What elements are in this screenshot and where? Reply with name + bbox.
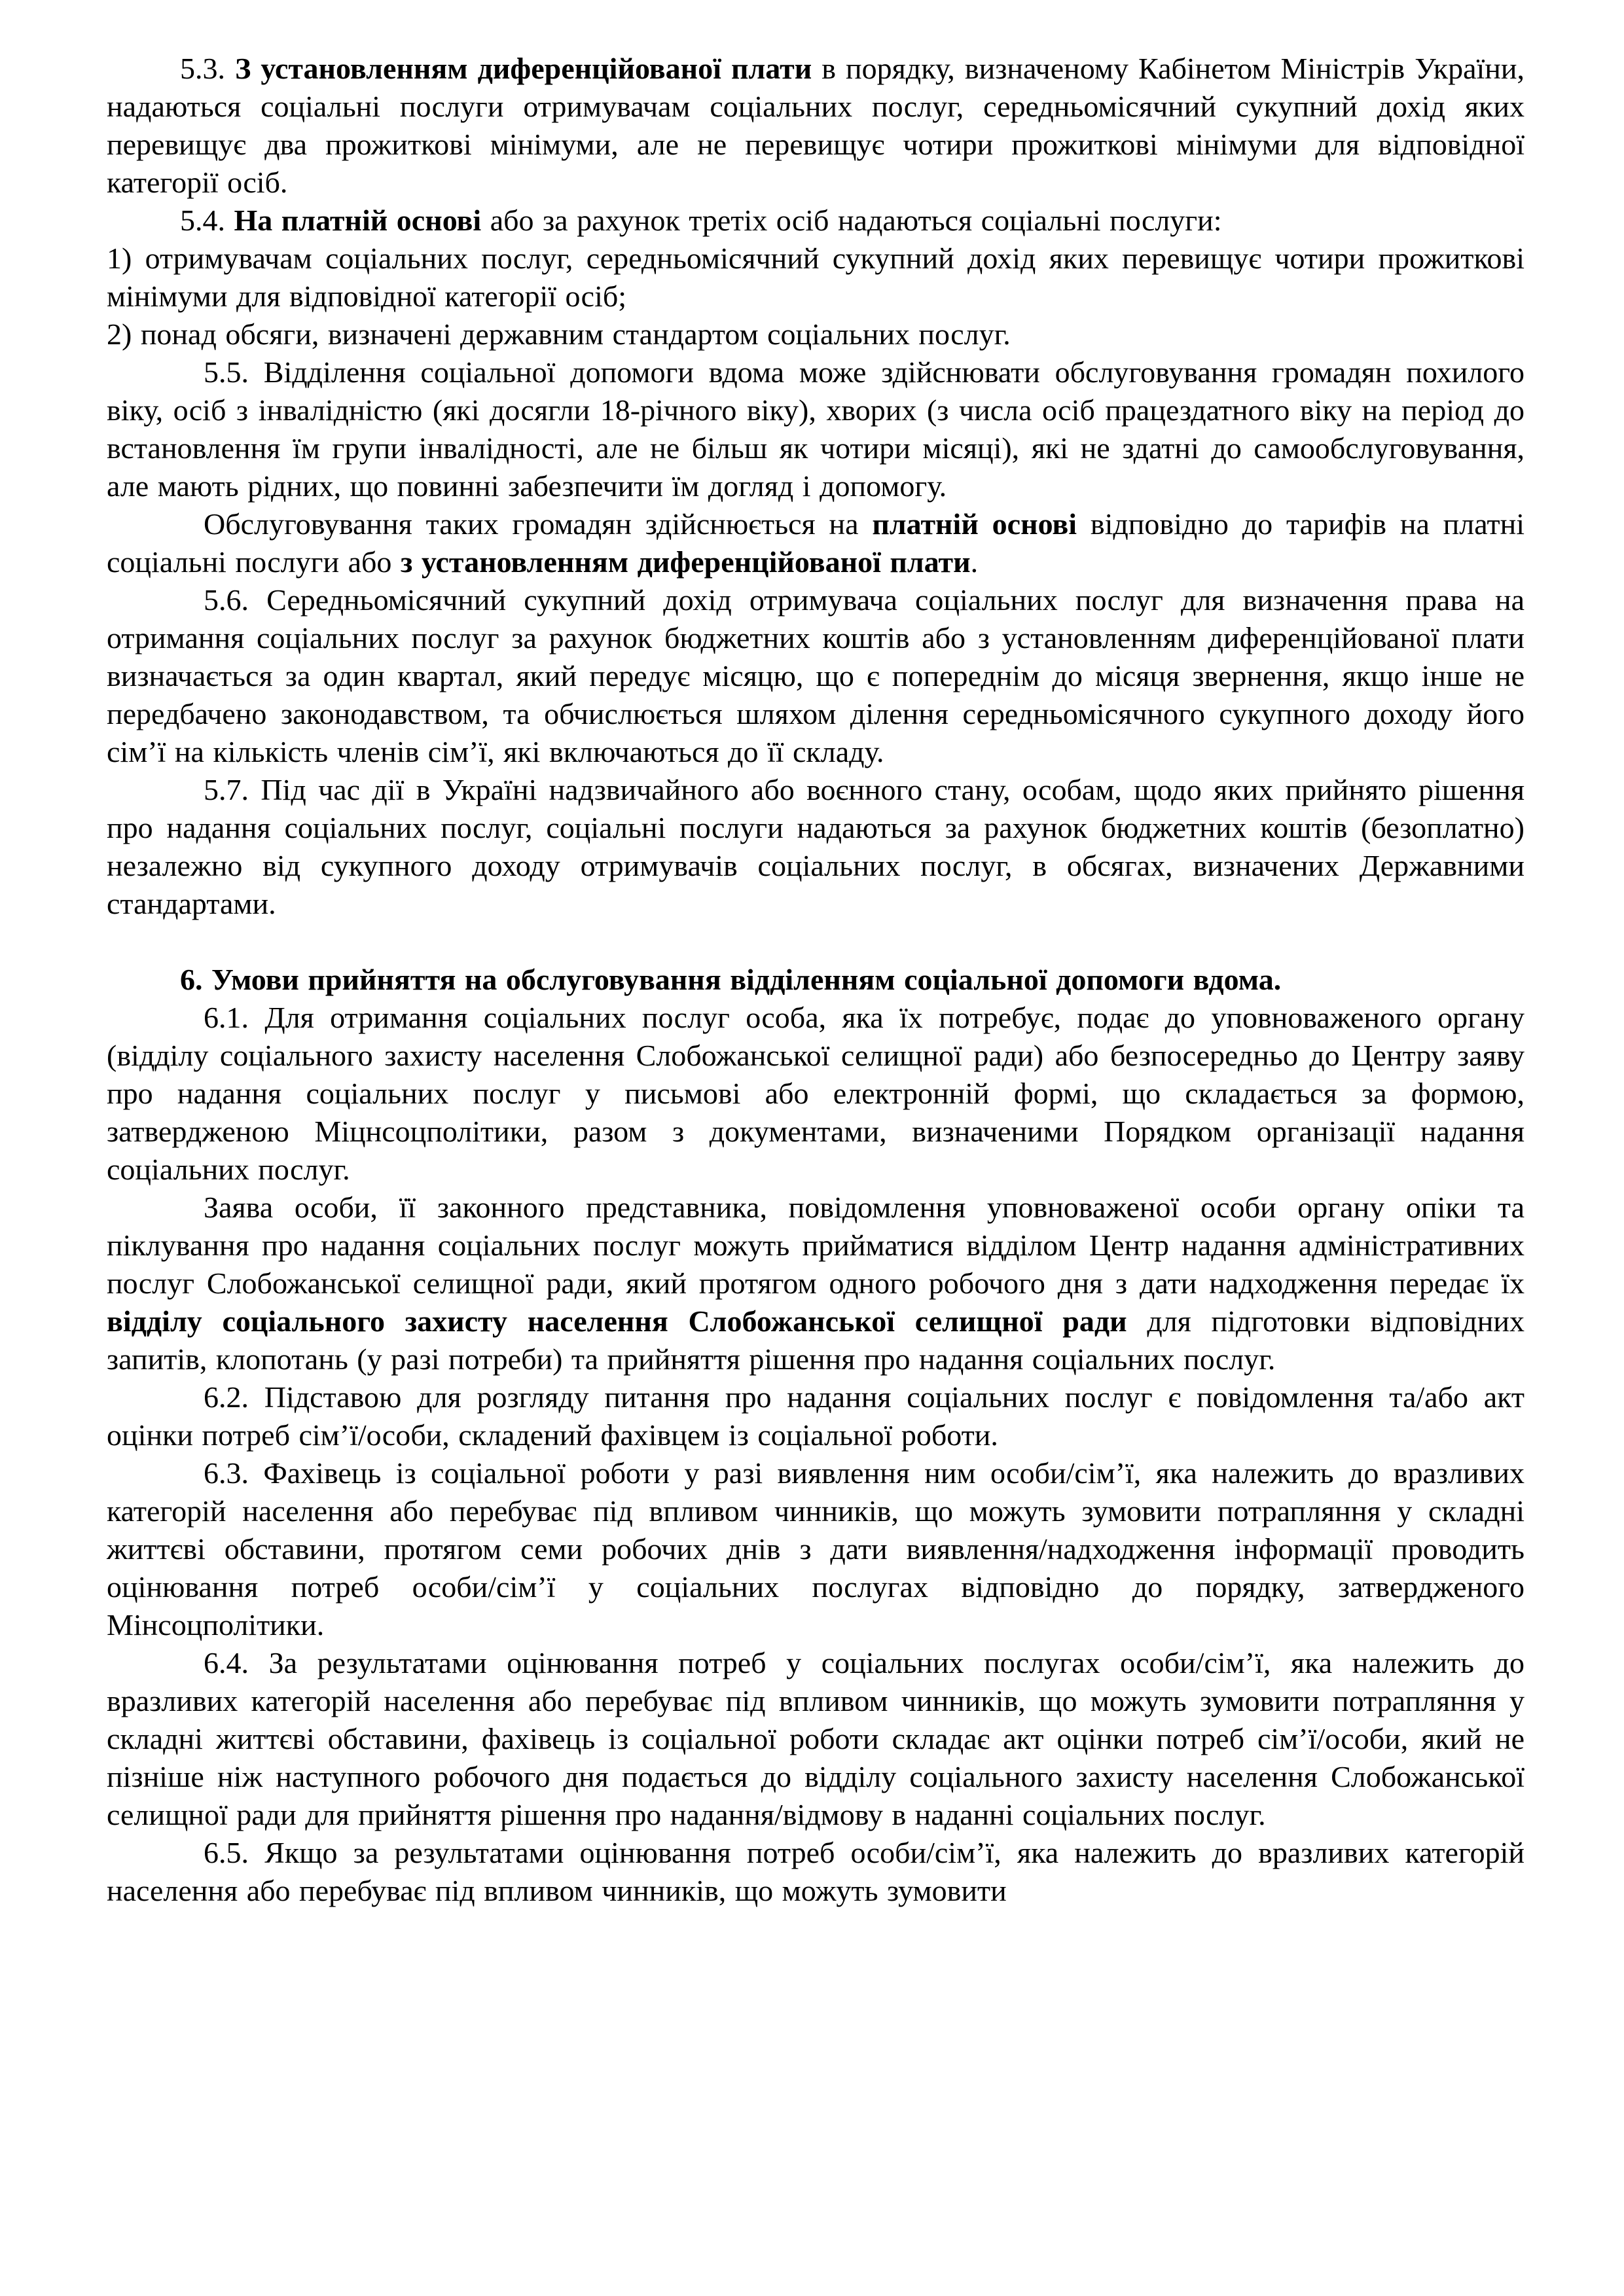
text-run: Заява особи, її законного представника, повідомлення уповноваженої особи органу опіки та піклування про надання соціальних послуг можуть прийматися відділом Центр надання адміністративних послуг Слобожанської селищної ради, який протягом одного робочого дня з дати надходження передає їх (107, 1191, 1525, 1300)
clause-5-4 (107, 202, 1525, 240)
document-body (107, 50, 1525, 1910)
text-run: відповідно до тарифів на платні соціальні послуги або (107, 507, 1525, 579)
clause-5-4-item-2 (107, 315, 1525, 353)
clause-5-3 (107, 50, 1525, 202)
text-run: 6.5. Якщо за результатами оцінювання потреб особи/сім’ї, яка належить до вразливих категорій населення або перебуває під впливом чинників, що можуть зумовити (107, 1836, 1525, 1907)
text-run: 2) понад обсяги, визначені державним стандартом соціальних послуг. (107, 317, 1011, 351)
clause-5-7 (107, 771, 1525, 923)
clause-6-1-continuation (107, 1189, 1525, 1378)
text-run: 6.3. Фахівець із соціальної роботи у разі виявлення ним особи/сім’ї, яка належить до вразливих категорій населення або перебуває під впливом чинників, що можуть зумовити потрапляння у складні життєві обставини, протягом семи робочих днів з дати виявлення/надходження інформації проводить оцінювання потреб особи/сім’ї у соціальних послугах відповідно до порядку, затвердженого Мінсоцполітики. (107, 1456, 1525, 1641)
clause-6-1 (107, 999, 1525, 1189)
text-run: для підготовки відповідних запитів, клопотань (у разі потреби) та прийняття рішення про надання соціальних послуг. (107, 1304, 1525, 1376)
clause-6-3 (107, 1454, 1525, 1644)
bold-text-run: На платній основі (234, 204, 482, 237)
text-run: в порядку, визначеному Кабінетом Міністрів України, надаються соціальні послуги отримувачам соціальних послуг, середньомісячний сукупний дохід яких перевищує два прожиткові мінімуми, але не перевищує чотири прожиткові мінімуми для відповідної категорії осіб. (107, 52, 1525, 199)
clause-5-5 (107, 353, 1525, 505)
clause-5-4-item-1 (107, 240, 1525, 315)
bold-text-run: відділу соціального захисту населення Слобожанської селищної ради (107, 1304, 1127, 1338)
bold-text-run: з установленням диференційованої плати (400, 545, 971, 579)
section-6-heading (107, 961, 1525, 999)
text-run: 6.2. Підставою для розгляду питання про надання соціальних послуг є повідомлення та/або акт оцінки потреб сім’ї/особи, складений фахівцем із соціальної роботи. (107, 1380, 1525, 1452)
text-run: 5.7. Під час дії в Україні надзвичайного або воєнного стану, особам, щодо яких прийнято рішення про надання соціальних послуг, соціальні послуги надаються за рахунок бюджетних коштів (безоплатно) незалежно від сукупного доходу отримувачів соціальних послуг, в обсягах, визначених Державними стандартами. (107, 773, 1525, 920)
bold-text-run: З установленням диференційованої плати (235, 52, 812, 85)
clause-5-6 (107, 581, 1525, 771)
text-run: 5.6. Середньомісячний сукупний дохід отримувача соціальних послуг для визначення права на отримання соціальних послуг за рахунок бюджетних коштів або з установленням диференційованої плати визначається за один квартал, який передує місяцю, що є попереднім до місяця звернення, якщо інше не передбачено законодавством, та обчислюється шляхом ділення середньомісячного сукупного доходу його сім’ї на кількість членів сім’ї, які включаються до її складу. (107, 583, 1525, 768)
clause-6-4 (107, 1644, 1525, 1834)
text-run: 6.4. За результатами оцінювання потреб у соціальних послугах особи/сім’ї, яка належить до вразливих категорій населення або перебуває під впливом чинників, що можуть зумовити потрапляння у складні життєві обставини, фахівець із соціальної роботи складає акт оцінки потреб сім’ї/особи, який не пізніше ніж наступного робочого дня подається до відділу соціального захисту населення Слобожанської селищної ради для прийняття рішення про надання/відмову в наданні соціальних послуг. (107, 1646, 1525, 1831)
bold-text-run: 6. Умови прийняття на обслуговування відділенням соціальної допомоги вдома. (180, 963, 1282, 996)
text-run: 5.5. Відділення соціальної допомоги вдома може здійснювати обслуговування громадян похилого віку, осіб з інвалідністю (які досягли 18-річного віку), хворих (з числа осіб працездатного віку на період до встановлення їм групи інвалідності, але не більш як чотири місяці), які не здатні до самообслуговування, але мають рідних, що повинні забезпечити їм догляд і допомогу. (107, 355, 1525, 503)
text-run: 6.1. Для отримання соціальних послуг особа, яка їх потребує, подає до уповноваженого органу (відділу соціального захисту населення Слобожанської селищної ради) або безпосередньо до Центру заяву про надання соціальних послуг у письмові або електронній формі, що складається за формою, затвердженою Міцнсоцполітики, разом з документами, визначеними Порядком організації надання соціальних послуг. (107, 1001, 1525, 1186)
text-run: 5.3. (180, 52, 236, 85)
clause-6-2 (107, 1378, 1525, 1454)
text-run: 5.4. (180, 204, 234, 237)
bold-text-run: платній основі (872, 507, 1077, 541)
clause-5-5-continuation (107, 505, 1525, 581)
text-run: . (970, 545, 979, 579)
text-run: 1) отримувачам соціальних послуг, середньомісячний сукупний дохід яких перевищує чотири прожиткові мінімуми для відповідної категорії осіб; (107, 242, 1525, 313)
clause-6-5-partial (107, 1834, 1525, 1910)
text-run: або за рахунок третіх осіб надаються соціальні послуги: (481, 204, 1222, 237)
text-run: Обслуговування таких громадян здійснюється на (204, 507, 873, 541)
